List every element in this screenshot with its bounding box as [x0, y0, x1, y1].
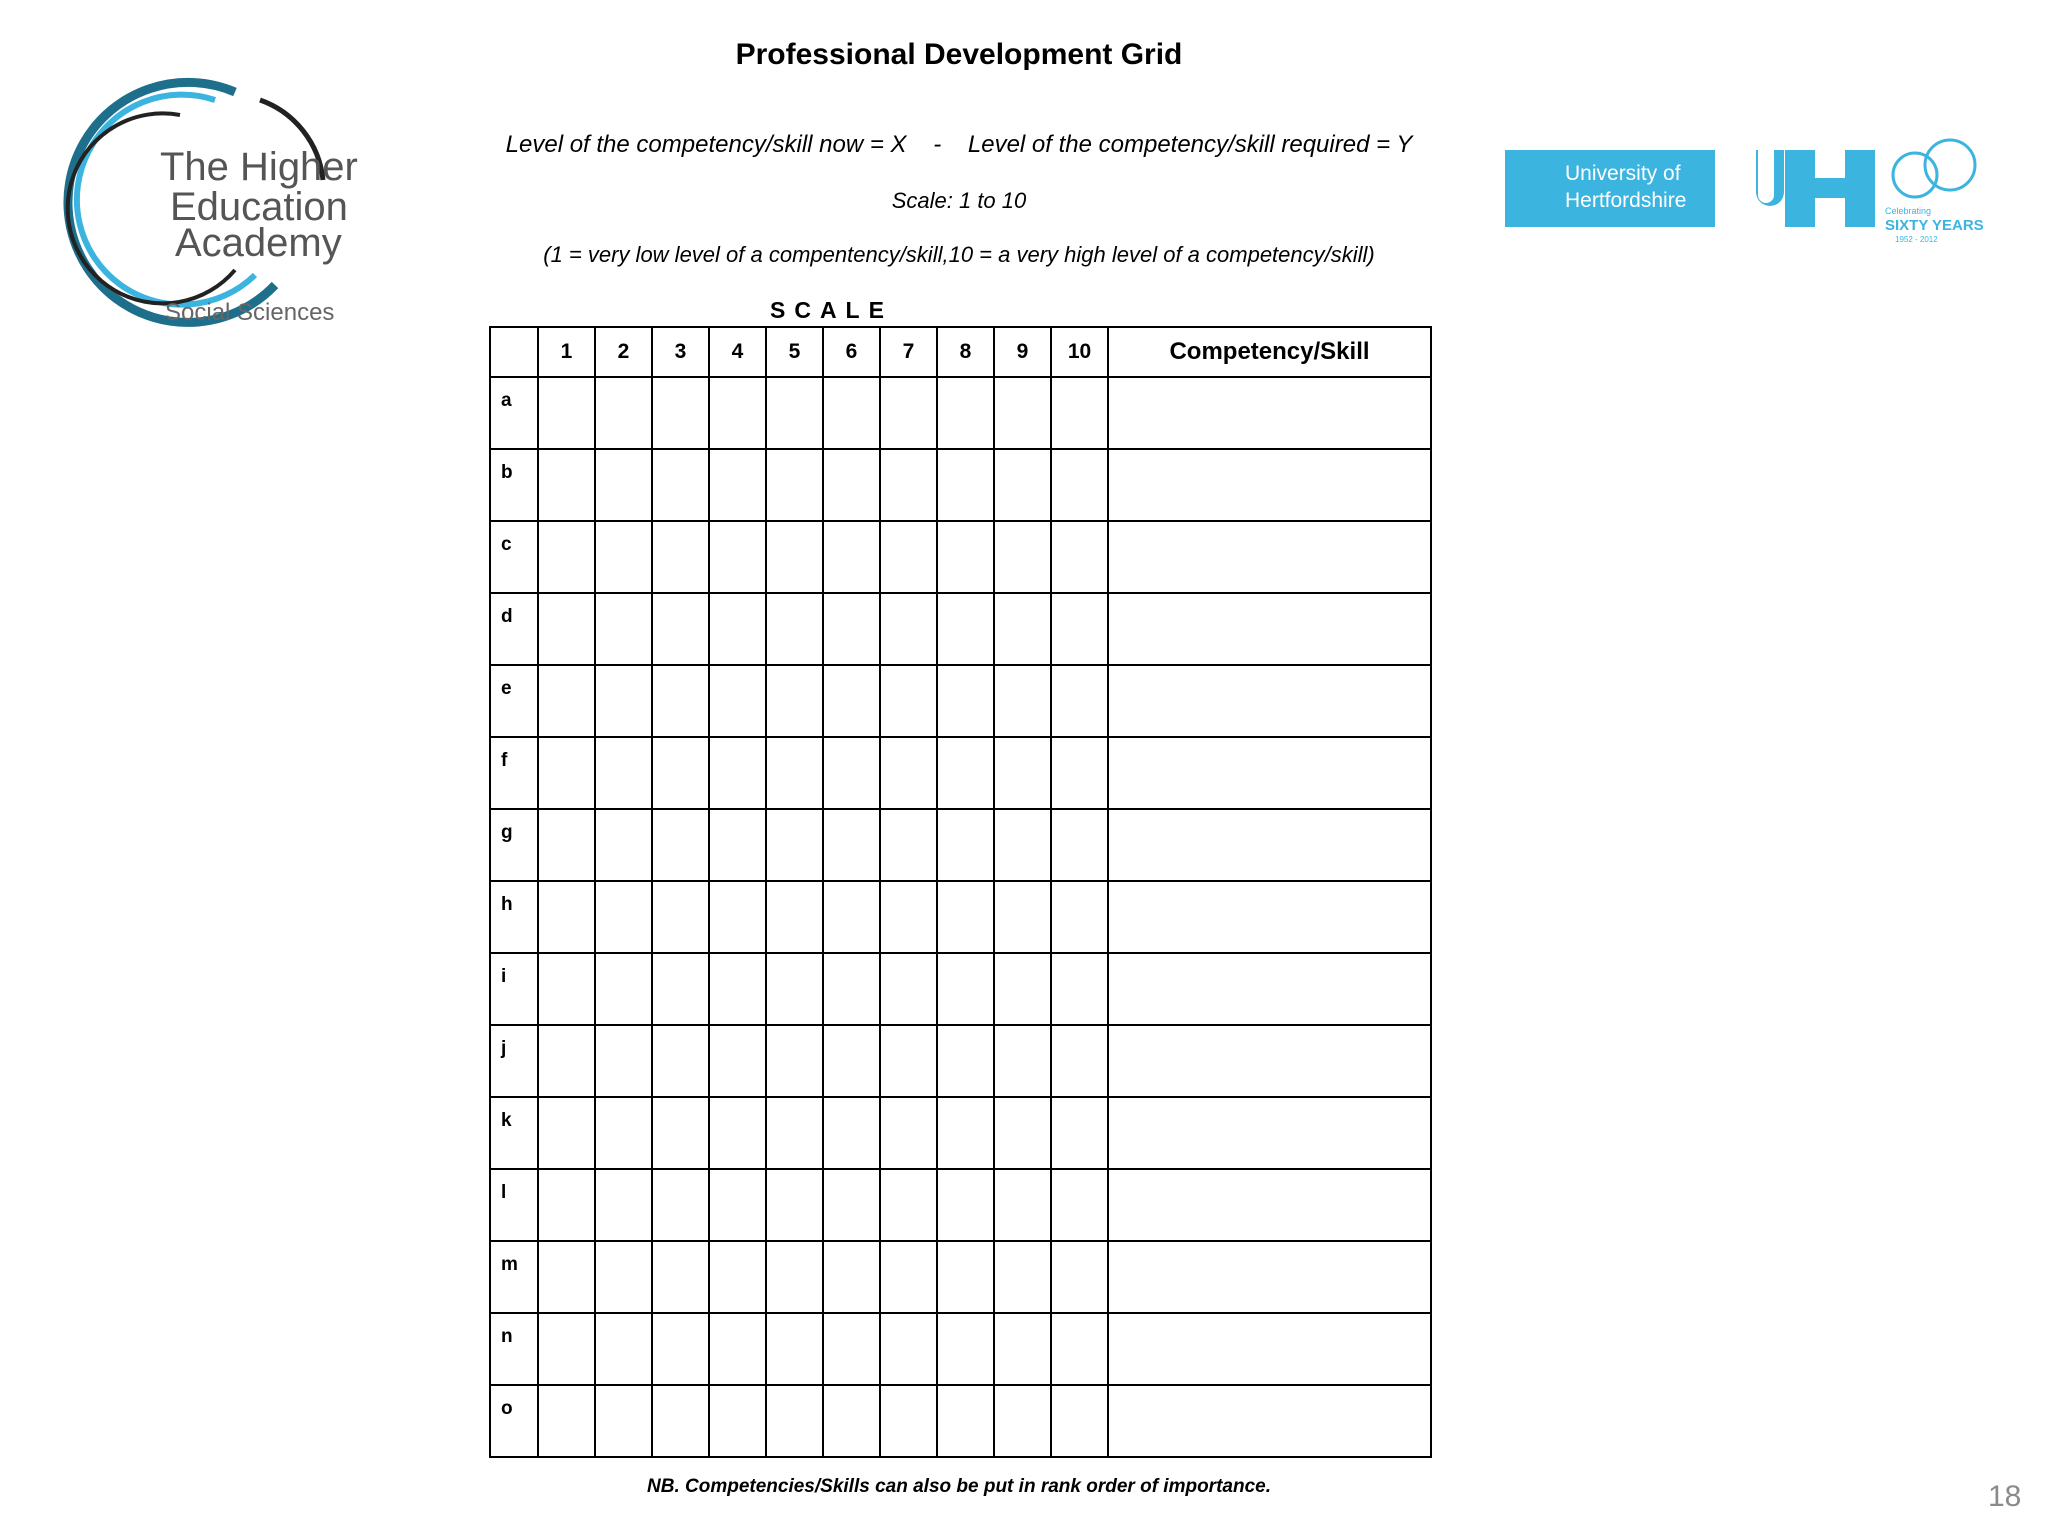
- scale-cell: [766, 521, 823, 593]
- scale-cell: [766, 1097, 823, 1169]
- scale-cell: [652, 1313, 709, 1385]
- scale-cell: [595, 953, 652, 1025]
- grid-row: [490, 1313, 1431, 1385]
- scale-cell: [880, 809, 937, 881]
- competency-cell: [1108, 737, 1431, 809]
- scale-cell: [652, 1385, 709, 1457]
- scale-cell: [1051, 953, 1108, 1025]
- scale-cell: [1051, 377, 1108, 449]
- scale-cell: [994, 1097, 1051, 1169]
- scale-cell: [538, 881, 595, 953]
- scale-cell: [1051, 1241, 1108, 1313]
- scale-cell: [994, 1385, 1051, 1457]
- competency-cell: [1108, 809, 1431, 881]
- scale-cell: [538, 953, 595, 1025]
- competency-cell: [1108, 1241, 1431, 1313]
- row-label: j: [490, 1025, 538, 1097]
- grid-row: [490, 521, 1431, 593]
- grid-row: [490, 665, 1431, 737]
- scale-cell: [709, 1241, 766, 1313]
- scale-cell: [937, 1025, 994, 1097]
- scale-cell: [709, 1025, 766, 1097]
- scale-cell: [823, 1025, 880, 1097]
- scale-cell: [1051, 521, 1108, 593]
- competency-cell: [1108, 953, 1431, 1025]
- scale-cell: [709, 737, 766, 809]
- scale-cell: [994, 1313, 1051, 1385]
- row-label: e: [490, 665, 538, 737]
- uh-celebrating: Celebrating: [1885, 206, 1932, 216]
- scale-cell: [994, 449, 1051, 521]
- scale-cell: [1051, 737, 1108, 809]
- scale-cell: [652, 665, 709, 737]
- competency-cell: [1108, 521, 1431, 593]
- scale-cell: [880, 521, 937, 593]
- scale-cell: [937, 1241, 994, 1313]
- scale-cell: [652, 521, 709, 593]
- scale-cell: [880, 665, 937, 737]
- scale-cell: [595, 1097, 652, 1169]
- grid-row: [490, 1385, 1431, 1457]
- hea-line3: Academy: [175, 221, 342, 265]
- scale-cell: [709, 1313, 766, 1385]
- scale-cell: [709, 881, 766, 953]
- scale-cell: [880, 449, 937, 521]
- scale-cell: [994, 953, 1051, 1025]
- scale-cell: [937, 521, 994, 593]
- scale-cell: [709, 521, 766, 593]
- scale-cell: [538, 1241, 595, 1313]
- competency-cell: [1108, 449, 1431, 521]
- competency-header: Competency/Skill: [1108, 327, 1431, 377]
- grid-row: [490, 1025, 1431, 1097]
- scale-cell: [1051, 1385, 1108, 1457]
- scale-cell: [538, 1385, 595, 1457]
- grid-row: [490, 881, 1431, 953]
- scale-cell: [994, 521, 1051, 593]
- scale-cell: [823, 881, 880, 953]
- scale-cell: [538, 665, 595, 737]
- scale-cell: [880, 1169, 937, 1241]
- scale-cell: [709, 1169, 766, 1241]
- competency-cell: [1108, 377, 1431, 449]
- grid-row: [490, 953, 1431, 1025]
- uh-h-right: [1845, 150, 1875, 227]
- grid-row: [490, 1241, 1431, 1313]
- scale-cell: [652, 953, 709, 1025]
- grid-row: [490, 1169, 1431, 1241]
- competency-cell: [1108, 1385, 1431, 1457]
- scale-cell: [994, 737, 1051, 809]
- corner-cell: [490, 327, 538, 377]
- scale-cell: [1051, 1097, 1108, 1169]
- scale-cell: [1051, 809, 1108, 881]
- scale-cell: [595, 737, 652, 809]
- scale-cell: [823, 1313, 880, 1385]
- sixty-ring-1: [1893, 153, 1937, 197]
- scale-cell: [652, 377, 709, 449]
- scale-cell: [823, 1169, 880, 1241]
- scale-cell: [994, 1241, 1051, 1313]
- scale-cell: [937, 1385, 994, 1457]
- scale-cell: [823, 737, 880, 809]
- row-label: o: [490, 1385, 538, 1457]
- scale-cell: [880, 1025, 937, 1097]
- row-label: k: [490, 1097, 538, 1169]
- scale-cell: [766, 737, 823, 809]
- scale-cell: [937, 449, 994, 521]
- scale-cell: [595, 521, 652, 593]
- scale-cell: [1051, 881, 1108, 953]
- scale-cell: [937, 593, 994, 665]
- scale-column-header: 6: [823, 327, 880, 377]
- scale-cell: [595, 665, 652, 737]
- grid-row: [490, 809, 1431, 881]
- scale-cell: [937, 1097, 994, 1169]
- scale-cell: [652, 593, 709, 665]
- scale-cell: [595, 449, 652, 521]
- scale-cell: [880, 1313, 937, 1385]
- scale-cell: [766, 593, 823, 665]
- scale-cell: [538, 1313, 595, 1385]
- competency-cell: [1108, 1169, 1431, 1241]
- scale-cell: [709, 665, 766, 737]
- uh-logo: [1505, 130, 2005, 250]
- scale-cell: [652, 881, 709, 953]
- grid-row: [490, 1097, 1431, 1169]
- scale-cell: [652, 809, 709, 881]
- scale-cell: [823, 665, 880, 737]
- scale-column-header: 9: [994, 327, 1051, 377]
- scale-column-header: 4: [709, 327, 766, 377]
- row-label: l: [490, 1169, 538, 1241]
- footnote: NB. Competencies/Skills can also be put in rank order of importance.: [647, 1476, 1271, 1497]
- competency-cell: [1108, 881, 1431, 953]
- grid-row: [490, 593, 1431, 665]
- scale-cell: [880, 377, 937, 449]
- row-label: a: [490, 377, 538, 449]
- scale-column-header: 7: [880, 327, 937, 377]
- scale-cell: [994, 809, 1051, 881]
- scale-cell: [1051, 449, 1108, 521]
- row-label: h: [490, 881, 538, 953]
- scale-cell: [937, 809, 994, 881]
- scale-cell: [994, 1169, 1051, 1241]
- scale-cell: [823, 449, 880, 521]
- scale-cell: [823, 953, 880, 1025]
- scale-cell: [766, 881, 823, 953]
- scale-cell: [652, 737, 709, 809]
- scale-cell: [766, 1385, 823, 1457]
- scale-cell: [595, 1385, 652, 1457]
- row-label: f: [490, 737, 538, 809]
- scale-column-header: 10: [1051, 327, 1108, 377]
- scale-cell: [595, 1313, 652, 1385]
- uh-years: 1952 - 2012: [1895, 235, 1938, 244]
- uh-h-left: [1785, 150, 1815, 227]
- competency-cell: [1108, 665, 1431, 737]
- scale-cell: [994, 377, 1051, 449]
- scale-cell: [1051, 665, 1108, 737]
- uh-sixty-years: SIXTY YEARS: [1885, 217, 1984, 234]
- scale-cell: [538, 377, 595, 449]
- hea-line2: Education: [170, 185, 348, 229]
- scale-cell: [538, 593, 595, 665]
- scale-cell: [709, 377, 766, 449]
- scale-cell: [1051, 1313, 1108, 1385]
- hea-line1: The Higher: [160, 145, 358, 189]
- scale-cell: [880, 593, 937, 665]
- sixty-ring-2: [1925, 140, 1975, 190]
- development-grid: [489, 326, 1432, 1458]
- row-label: m: [490, 1241, 538, 1313]
- scale-cell: [1051, 593, 1108, 665]
- scale-cell: [766, 377, 823, 449]
- uh-line2: Hertfordshire: [1565, 189, 1687, 212]
- grid-row: [490, 377, 1431, 449]
- scale-cell: [595, 1169, 652, 1241]
- scale-cell: [766, 665, 823, 737]
- hea-subtitle: Social Sciences: [165, 299, 335, 326]
- scale-cell: [766, 1169, 823, 1241]
- scale-cell: [538, 449, 595, 521]
- scale-cell: [709, 449, 766, 521]
- scale-cell: [709, 953, 766, 1025]
- scale-cell: [766, 449, 823, 521]
- scale-cell: [880, 737, 937, 809]
- scale-cell: [766, 1025, 823, 1097]
- row-label: n: [490, 1313, 538, 1385]
- scale-column-header: 3: [652, 327, 709, 377]
- scale-cell: [880, 1241, 937, 1313]
- scale-cell: [823, 809, 880, 881]
- scale-cell: [766, 1241, 823, 1313]
- scale-cell: [595, 1241, 652, 1313]
- scale-cell: [709, 809, 766, 881]
- scale-cell: [937, 377, 994, 449]
- page-title: Professional Development Grid: [735, 38, 1183, 71]
- slide-number: 18: [1988, 1480, 2022, 1513]
- scale-cell: [538, 1097, 595, 1169]
- scale-cell: [1051, 1169, 1108, 1241]
- scale-cell: [994, 665, 1051, 737]
- scale-range: Scale: 1 to 10: [891, 188, 1027, 213]
- scale-cell: [823, 1241, 880, 1313]
- scale-cell: [538, 809, 595, 881]
- row-label: i: [490, 953, 538, 1025]
- grid-row: [490, 449, 1431, 521]
- scale-cell: [994, 881, 1051, 953]
- scale-explanation: (1 = very low level of a compentency/skill,10 = a very high level of a competency/skill): [543, 242, 1375, 267]
- scale-cell: [709, 593, 766, 665]
- scale-cell: [1051, 1025, 1108, 1097]
- scale-column-header: 2: [595, 327, 652, 377]
- competency-cell: [1108, 1313, 1431, 1385]
- row-label: b: [490, 449, 538, 521]
- scale-cell: [709, 1385, 766, 1457]
- scale-cell: [652, 1097, 709, 1169]
- scale-cell: [937, 1169, 994, 1241]
- scale-cell: [994, 593, 1051, 665]
- competency-cell: [1108, 1097, 1431, 1169]
- scale-cell: [880, 953, 937, 1025]
- scale-cell: [823, 1385, 880, 1457]
- scale-cell: [652, 1025, 709, 1097]
- scale-cell: [937, 1313, 994, 1385]
- competency-cell: [1108, 593, 1431, 665]
- scale-cell: [880, 1097, 937, 1169]
- competency-cell: [1108, 1025, 1431, 1097]
- grid-header-row: [490, 327, 1431, 377]
- scale-cell: [595, 1025, 652, 1097]
- uh-line1: University of: [1565, 162, 1681, 185]
- scale-cell: [538, 1025, 595, 1097]
- uh-letter-u: [1730, 150, 1784, 206]
- uh-h-bar: [1815, 178, 1845, 198]
- row-label: g: [490, 809, 538, 881]
- scale-column-header: 8: [937, 327, 994, 377]
- scale-cell: [823, 1097, 880, 1169]
- row-label: c: [490, 521, 538, 593]
- scale-cell: [823, 377, 880, 449]
- scale-cell: [880, 881, 937, 953]
- grid-row: [490, 737, 1431, 809]
- scale-cell: [937, 665, 994, 737]
- scale-cell: [652, 449, 709, 521]
- row-label: d: [490, 593, 538, 665]
- scale-cell: [538, 521, 595, 593]
- scale-column-header: 1: [538, 327, 595, 377]
- hea-logo: [85, 70, 358, 335]
- scale-cell: [823, 521, 880, 593]
- scale-cell: [766, 953, 823, 1025]
- scale-cell: [709, 1097, 766, 1169]
- scale-cell: [652, 1241, 709, 1313]
- scale-cell: [595, 881, 652, 953]
- scale-cell: [937, 881, 994, 953]
- scale-cell: [538, 737, 595, 809]
- scale-cell: [652, 1169, 709, 1241]
- scale-cell: [595, 809, 652, 881]
- scale-column-header: 5: [766, 327, 823, 377]
- scale-cell: [880, 1385, 937, 1457]
- scale-cell: [766, 1313, 823, 1385]
- scale-cell: [766, 809, 823, 881]
- scale-cell: [823, 593, 880, 665]
- scale-cell: [937, 953, 994, 1025]
- scale-cell: [994, 1025, 1051, 1097]
- scale-heading: SCALE: [770, 297, 893, 323]
- scale-cell: [595, 593, 652, 665]
- scale-cell: [595, 377, 652, 449]
- scale-cell: [937, 737, 994, 809]
- scale-cell: [538, 1169, 595, 1241]
- level-legend: Level of the competency/skill now = X - Level of the competency/skill required = Y: [505, 131, 1413, 158]
